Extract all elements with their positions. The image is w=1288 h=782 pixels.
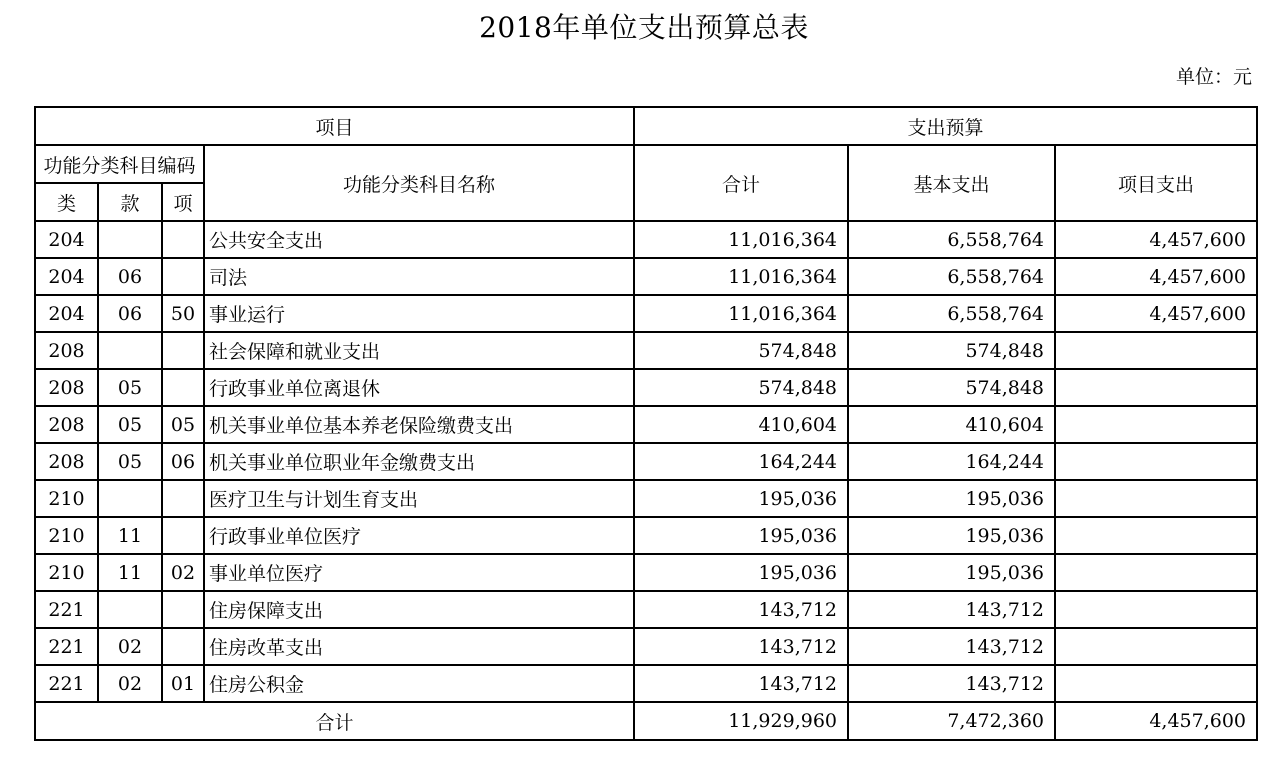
cell-basic: 143,712 <box>848 665 1055 702</box>
cell-name: 住房公积金 <box>204 665 634 702</box>
cell-total: 574,848 <box>634 332 848 369</box>
cell-lei: 221 <box>35 591 98 628</box>
cell-xiang: 01 <box>162 665 204 702</box>
cell-xiang: 05 <box>162 406 204 443</box>
cell-basic: 6,558,764 <box>848 258 1055 295</box>
header-name: 功能分类科目名称 <box>204 145 634 221</box>
cell-total: 143,712 <box>634 628 848 665</box>
cell-xiang <box>162 369 204 406</box>
table-row <box>35 480 1257 517</box>
total-label: 合计 <box>35 702 634 740</box>
cell-project <box>1055 665 1257 702</box>
cell-xiang <box>162 628 204 665</box>
cell-total: 195,036 <box>634 554 848 591</box>
cell-lei: 204 <box>35 221 98 258</box>
cell-project <box>1055 554 1257 591</box>
cell-basic: 195,036 <box>848 554 1055 591</box>
cell-project <box>1055 591 1257 628</box>
total-project: 4,457,600 <box>1055 702 1257 740</box>
cell-name: 机关事业单位职业年金缴费支出 <box>204 443 634 480</box>
cell-kuan: 05 <box>98 406 162 443</box>
table-row <box>35 369 1257 406</box>
header-project-expense: 项目支出 <box>1055 145 1257 221</box>
cell-kuan: 11 <box>98 554 162 591</box>
cell-name: 司法 <box>204 258 634 295</box>
cell-lei: 210 <box>35 554 98 591</box>
cell-xiang <box>162 480 204 517</box>
header-row-2 <box>35 145 1257 183</box>
table-row <box>35 591 1257 628</box>
cell-lei: 210 <box>35 480 98 517</box>
cell-name: 医疗卫生与计划生育支出 <box>204 480 634 517</box>
cell-total: 574,848 <box>634 369 848 406</box>
cell-name: 住房改革支出 <box>204 628 634 665</box>
cell-xiang <box>162 258 204 295</box>
cell-kuan <box>98 480 162 517</box>
header-row-1 <box>35 107 1257 145</box>
cell-name: 行政事业单位离退休 <box>204 369 634 406</box>
cell-name: 事业运行 <box>204 295 634 332</box>
header-basic: 基本支出 <box>848 145 1055 221</box>
table-row <box>35 406 1257 443</box>
header-expenditure-budget: 支出预算 <box>634 107 1257 145</box>
table-row <box>35 221 1257 258</box>
total-sum: 11,929,960 <box>634 702 848 740</box>
cell-kuan: 02 <box>98 628 162 665</box>
cell-lei: 221 <box>35 665 98 702</box>
table-row <box>35 443 1257 480</box>
cell-project <box>1055 332 1257 369</box>
cell-total: 410,604 <box>634 406 848 443</box>
cell-total: 11,016,364 <box>634 295 848 332</box>
cell-basic: 574,848 <box>848 369 1055 406</box>
table-row <box>35 295 1257 332</box>
cell-basic: 6,558,764 <box>848 221 1055 258</box>
cell-xiang <box>162 221 204 258</box>
cell-basic: 410,604 <box>848 406 1055 443</box>
cell-kuan <box>98 221 162 258</box>
cell-xiang <box>162 517 204 554</box>
table-row <box>35 258 1257 295</box>
cell-total: 143,712 <box>634 665 848 702</box>
cell-lei: 208 <box>35 406 98 443</box>
cell-xiang <box>162 332 204 369</box>
cell-lei: 204 <box>35 258 98 295</box>
cell-basic: 143,712 <box>848 628 1055 665</box>
cell-kuan: 05 <box>98 369 162 406</box>
cell-xiang: 06 <box>162 443 204 480</box>
cell-lei: 208 <box>35 369 98 406</box>
header-total: 合计 <box>634 145 848 221</box>
cell-name: 住房保障支出 <box>204 591 634 628</box>
cell-total: 11,016,364 <box>634 258 848 295</box>
page-title: 2018年单位支出预算总表 <box>479 11 809 44</box>
cell-name: 机关事业单位基本养老保险缴费支出 <box>204 406 634 443</box>
cell-basic: 164,244 <box>848 443 1055 480</box>
cell-total: 195,036 <box>634 480 848 517</box>
cell-lei: 208 <box>35 443 98 480</box>
cell-kuan: 06 <box>98 295 162 332</box>
cell-kuan <box>98 591 162 628</box>
budget-table <box>34 106 1258 741</box>
cell-total: 143,712 <box>634 591 848 628</box>
table-row <box>35 628 1257 665</box>
cell-basic: 6,558,764 <box>848 295 1055 332</box>
cell-kuan <box>98 332 162 369</box>
cell-lei: 221 <box>35 628 98 665</box>
header-xiang: 项 <box>162 183 204 221</box>
cell-xiang <box>162 591 204 628</box>
cell-kuan: 05 <box>98 443 162 480</box>
table-row <box>35 554 1257 591</box>
header-lei: 类 <box>35 183 98 221</box>
cell-basic: 195,036 <box>848 480 1055 517</box>
cell-project <box>1055 517 1257 554</box>
cell-name: 事业单位医疗 <box>204 554 634 591</box>
cell-xiang: 02 <box>162 554 204 591</box>
cell-total: 11,016,364 <box>634 221 848 258</box>
table-row <box>35 665 1257 702</box>
table-row <box>35 332 1257 369</box>
header-code-group: 功能分类科目编码 <box>35 145 204 183</box>
header-kuan: 款 <box>98 183 162 221</box>
cell-project: 4,457,600 <box>1055 258 1257 295</box>
cell-basic: 574,848 <box>848 332 1055 369</box>
cell-name: 公共安全支出 <box>204 221 634 258</box>
cell-xiang: 50 <box>162 295 204 332</box>
total-basic: 7,472,360 <box>848 702 1055 740</box>
cell-lei: 208 <box>35 332 98 369</box>
cell-lei: 204 <box>35 295 98 332</box>
cell-project <box>1055 369 1257 406</box>
cell-project: 4,457,600 <box>1055 221 1257 258</box>
cell-total: 164,244 <box>634 443 848 480</box>
cell-project <box>1055 480 1257 517</box>
table-body <box>35 221 1257 702</box>
cell-lei: 210 <box>35 517 98 554</box>
unit-label: 单位：元 <box>1175 66 1252 88</box>
total-row <box>35 702 1257 740</box>
cell-project <box>1055 443 1257 480</box>
cell-project <box>1055 406 1257 443</box>
cell-name: 行政事业单位医疗 <box>204 517 634 554</box>
table-row <box>35 517 1257 554</box>
cell-project <box>1055 628 1257 665</box>
cell-kuan: 02 <box>98 665 162 702</box>
header-project: 项目 <box>35 107 634 145</box>
cell-kuan: 06 <box>98 258 162 295</box>
cell-basic: 143,712 <box>848 591 1055 628</box>
cell-kuan: 11 <box>98 517 162 554</box>
cell-basic: 195,036 <box>848 517 1055 554</box>
cell-total: 195,036 <box>634 517 848 554</box>
cell-project: 4,457,600 <box>1055 295 1257 332</box>
cell-name: 社会保障和就业支出 <box>204 332 634 369</box>
